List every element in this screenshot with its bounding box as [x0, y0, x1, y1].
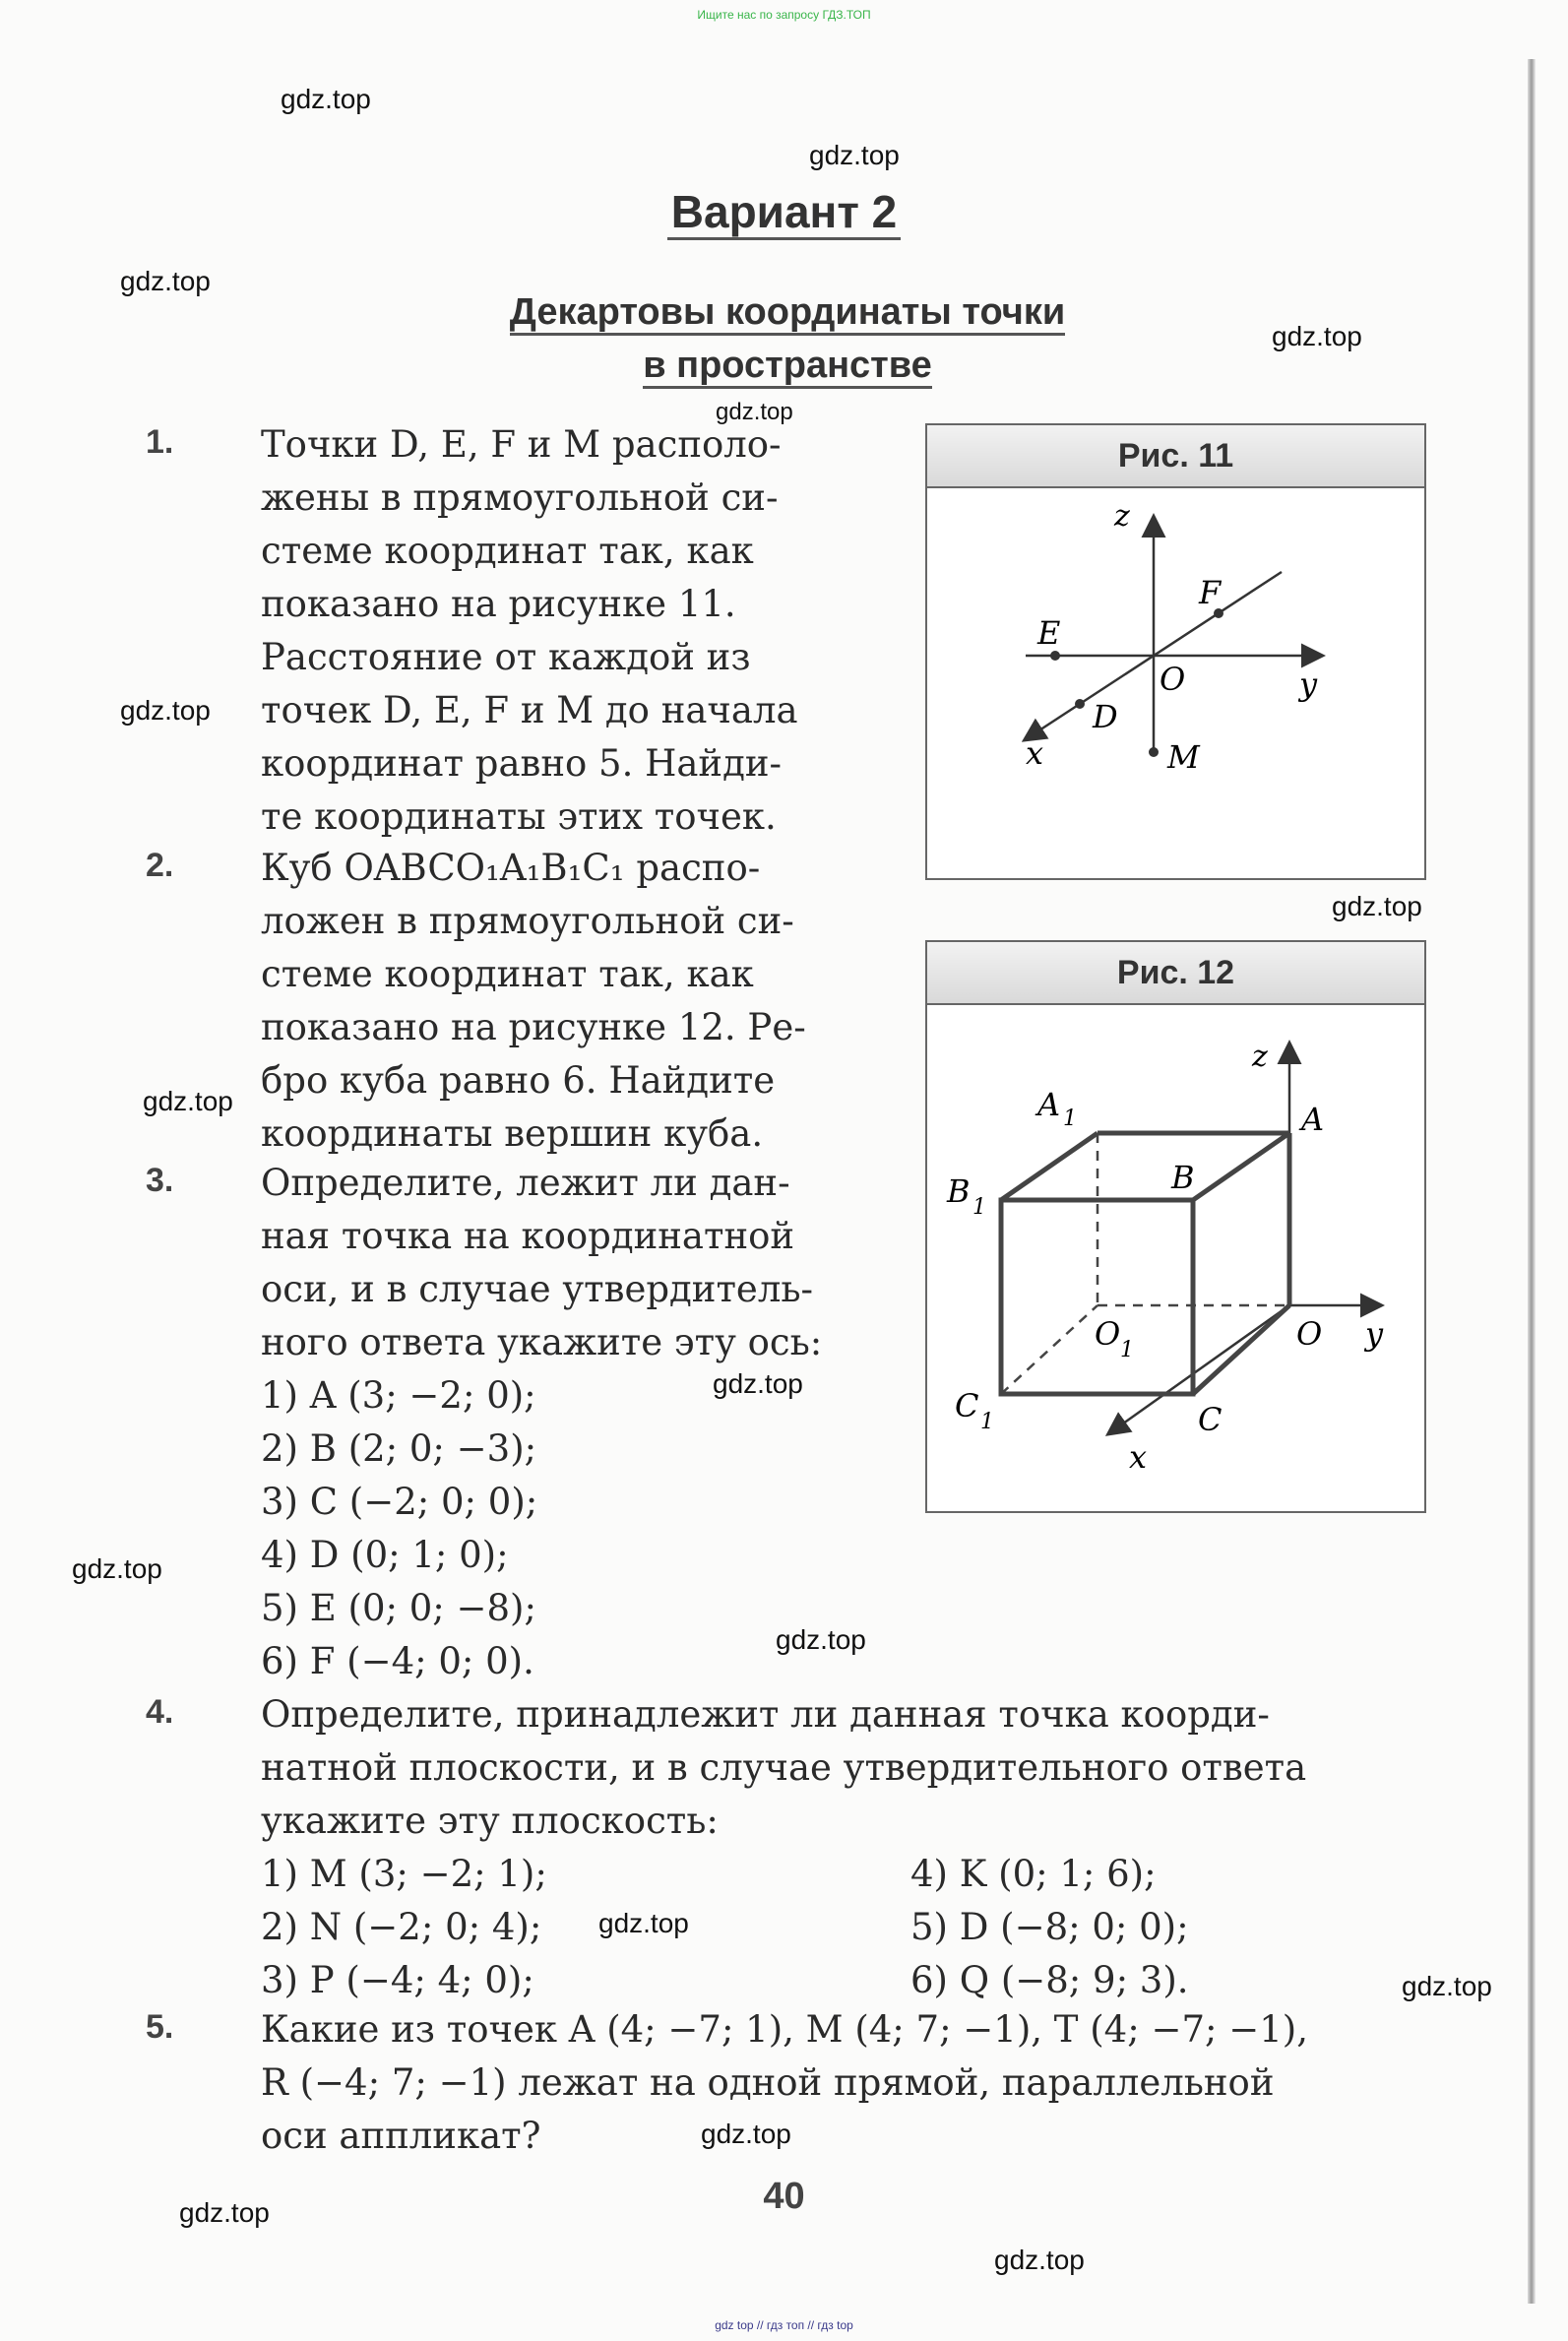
label-A: A: [1301, 1101, 1325, 1138]
label-A1-subscript: 1: [1063, 1107, 1077, 1131]
figure-12: [925, 940, 1426, 1513]
watermark: gdz.top: [776, 1624, 866, 1655]
footer-note[interactable]: gdz top // гдз топ // гдз top: [715, 2318, 853, 2332]
label-C1-subscript: 1: [980, 1410, 994, 1434]
cube-diagram: [927, 1005, 1424, 1511]
list-item: 6) F (−4; 0; 0).: [261, 1640, 534, 1682]
list-item: 3) P (−4; 4; 0);: [261, 1959, 534, 2001]
label-E: E: [1037, 614, 1061, 652]
label-C: C: [1198, 1401, 1223, 1438]
task-number: 4.: [146, 1693, 174, 1731]
label-B: B: [1171, 1159, 1195, 1196]
list-item: 2) N (−2; 0; 4);: [261, 1906, 542, 1948]
list-item: 4) D (0; 1; 0);: [261, 1534, 509, 1576]
task-number: 5.: [146, 2008, 174, 2046]
task-4-text: Определите, принадлежит ли данная точка коорди- натной плоскости, и в случае утвердительного ответа укажите эту плоскость:: [261, 1693, 1307, 1842]
list-item: 2) B (2; 0; −3);: [261, 1427, 537, 1470]
list-item: 1) M (3; −2; 1);: [261, 1853, 547, 1895]
label-z: z: [1114, 499, 1130, 534]
label-M: M: [1167, 738, 1200, 776]
watermark: gdz.top: [716, 399, 793, 425]
page-number: 40: [763, 2176, 805, 2217]
task-3-text: Определите, лежит ли дан- ная точка на координатной оси, и в случае утвердитель- ного ответа укажите эту ось:: [261, 1162, 823, 1363]
cube-edge: [1001, 1133, 1098, 1200]
label-z: z: [1252, 1040, 1268, 1074]
label-O: O: [1160, 661, 1186, 698]
watermark: gdz.top: [809, 140, 900, 170]
point-M: [1149, 747, 1159, 757]
watermark: gdz.top: [701, 2119, 791, 2149]
watermark: gdz.top: [179, 2197, 270, 2228]
task-number: 1.: [146, 423, 174, 461]
task-5-text: Какие из точек A (4; −7; 1), M (4; 7; −1), T (4; −7; −1), R (−4; 7; −1) лежат на одной прямой, параллельной оси аппликат?: [261, 2008, 1308, 2157]
task-2-text: Куб OABCO₁A₁B₁C₁ распо- ложен в прямоугольной си- стеме координат так, как показано на рисунке 12. Ре- бро куба равно 6. Найдите координаты вершин куба.: [261, 847, 806, 1155]
task-1-text: Точки D, E, F и M располо- жены в прямоугольной си- стеме координат так, как показано на рисунке 11. Расстояние от каждой из точек D, E, F и M до начала координат равно 5. Найди- те координаты этих точек.: [261, 423, 798, 838]
watermark: gdz.top: [281, 84, 371, 114]
watermark: gdz.top: [120, 266, 211, 296]
cube-edge: [1193, 1305, 1289, 1394]
list-item: 4) K (0; 1; 6);: [910, 1853, 1157, 1895]
list-item: 5) D (−8; 0; 0);: [910, 1906, 1189, 1948]
watermark: gdz.top: [143, 1086, 233, 1116]
watermark: gdz.top: [598, 1908, 689, 1938]
task-4-items-left: [261, 1848, 547, 2007]
list-item: 5) E (0; 0; −8);: [261, 1587, 536, 1629]
section-subtitle: Декартовы координаты точки в пространстве: [453, 285, 1122, 392]
label-A1: A: [1037, 1086, 1061, 1123]
label-O1-subscript: 1: [1120, 1338, 1134, 1362]
task-4-items-right: [910, 1848, 1189, 2007]
cube-edge: [1193, 1133, 1289, 1200]
list-item: 6) Q (−8; 9; 3).: [910, 1959, 1189, 2001]
list-item: 1) A (3; −2; 0);: [261, 1374, 536, 1417]
watermark: gdz.top: [1332, 891, 1422, 921]
coordinate-axes-diagram: [927, 488, 1424, 878]
point-E: [1050, 651, 1060, 661]
page-edge-shadow: [1528, 59, 1536, 2304]
task-number: 3.: [146, 1162, 174, 1199]
watermark: gdz.top: [713, 1368, 803, 1399]
watermark: gdz.top: [72, 1553, 162, 1584]
label-y: y: [1365, 1315, 1384, 1353]
label-O1: O: [1095, 1315, 1121, 1353]
label-y: y: [1299, 665, 1318, 703]
label-O: O: [1296, 1315, 1323, 1353]
figure-11: [925, 423, 1426, 880]
watermark: gdz.top: [120, 695, 211, 726]
label-B1: B: [947, 1172, 971, 1210]
label-x: x: [1129, 1438, 1148, 1476]
page-title: Вариант 2: [0, 185, 1568, 238]
figure-caption: Рис. 11: [927, 425, 1424, 488]
label-C1: C: [955, 1387, 979, 1424]
label-D: D: [1093, 698, 1118, 735]
figure-caption: Рис. 12: [927, 942, 1424, 1005]
task-number: 2.: [146, 847, 174, 884]
label-B1-subscript: 1: [972, 1195, 986, 1220]
label-F: F: [1199, 574, 1222, 611]
point-D: [1075, 699, 1085, 709]
watermark: gdz.top: [1402, 1971, 1492, 2001]
header-note[interactable]: Ищите нас по запросу ГДЗ.ТОП: [697, 8, 871, 22]
watermark: gdz.top: [1272, 321, 1362, 351]
task-3-items: [261, 1369, 537, 1688]
cube-hidden-edge: [1001, 1305, 1098, 1394]
label-x: x: [1026, 734, 1044, 772]
watermark: gdz.top: [994, 2245, 1085, 2275]
list-item: 3) C (−2; 0; 0);: [261, 1481, 538, 1523]
